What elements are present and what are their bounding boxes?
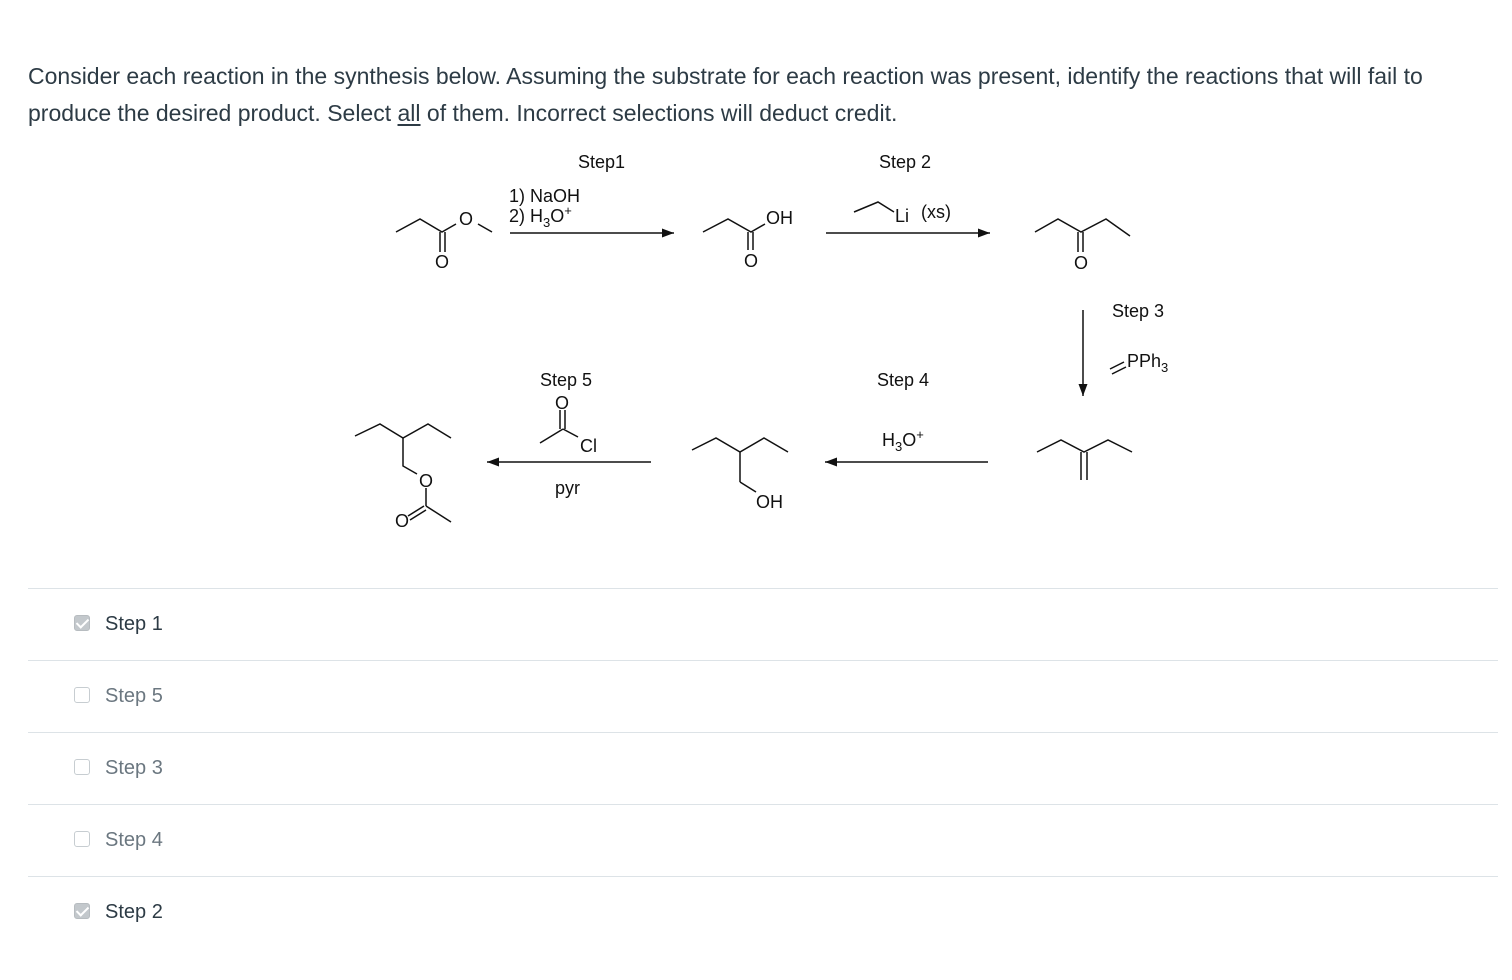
step3-title: Step 3 — [1112, 301, 1165, 321]
checkbox-unchecked[interactable] — [74, 831, 90, 847]
step5-title: Step 5 — [540, 370, 593, 390]
step1-title: Step1 — [578, 152, 626, 172]
step1-reagent-1: 1) NaOH — [509, 186, 581, 206]
checkbox-checked[interactable] — [74, 615, 90, 631]
answer-option-step-5[interactable] — [28, 660, 1498, 732]
answer-option-step-4[interactable] — [28, 804, 1498, 876]
propyl-chain — [854, 202, 894, 212]
acetate-carbonyl-o-label: O — [395, 511, 410, 531]
ketone-o-label: O — [1074, 253, 1089, 273]
answer-option-step-1[interactable] — [28, 588, 1498, 660]
acid-oh-label: OH — [766, 208, 793, 228]
alcohol-structure — [692, 438, 788, 492]
acetyl-chloride-structure — [540, 410, 578, 443]
question-text: Consider each reaction in the synthesis below. Assuming the substrate for each reaction was present, identify the reactions that will fail to produce the desired product. Select all of them. Incorrect selections will deduct credit. — [28, 63, 1423, 126]
answer-option-step-2[interactable] — [28, 876, 1498, 948]
step5-base: pyr — [555, 478, 581, 498]
checkbox-unchecked[interactable] — [74, 687, 90, 703]
ester-carbonyl-o-label: O — [435, 252, 450, 272]
answer-label: Step 3 — [105, 757, 163, 779]
step3-reagent: PPh$_3$ — [1127, 351, 1169, 375]
answer-label: Step 2 — [105, 901, 163, 923]
ketone-structure — [1035, 219, 1130, 252]
acyl-o-label: O — [555, 393, 570, 413]
answer-option-step-3[interactable] — [28, 732, 1498, 804]
checkbox-unchecked[interactable] — [74, 759, 90, 775]
alkene-structure — [1037, 440, 1132, 480]
step1-reagent-2: 2) $H_3O^+$ — [509, 203, 572, 230]
answer-list — [28, 588, 1498, 948]
step2-reagent-note: (xs) — [921, 202, 951, 222]
step2-reagent: Li — [895, 206, 910, 226]
step4-title: Step 4 — [877, 370, 930, 390]
answer-label: Step 1 — [105, 613, 163, 635]
checkbox-checked[interactable] — [74, 903, 90, 919]
alcohol-oh-label: OH — [756, 492, 783, 512]
answer-label: Step 5 — [105, 685, 163, 707]
acetate-structure — [355, 424, 451, 522]
step2-title: Step 2 — [879, 152, 932, 172]
emphasis-all: all — [397, 100, 421, 126]
answer-label: Step 4 — [105, 829, 163, 851]
step4-reagent: $H_3O^+$ — [882, 427, 924, 454]
ester-structure — [396, 219, 492, 252]
ester-o-label: O — [459, 209, 474, 229]
acid-structure — [703, 219, 765, 250]
acyl-cl-label: Cl — [580, 436, 597, 456]
acetate-o-label: O — [419, 471, 434, 491]
acid-carbonyl-o-label: O — [744, 251, 759, 271]
